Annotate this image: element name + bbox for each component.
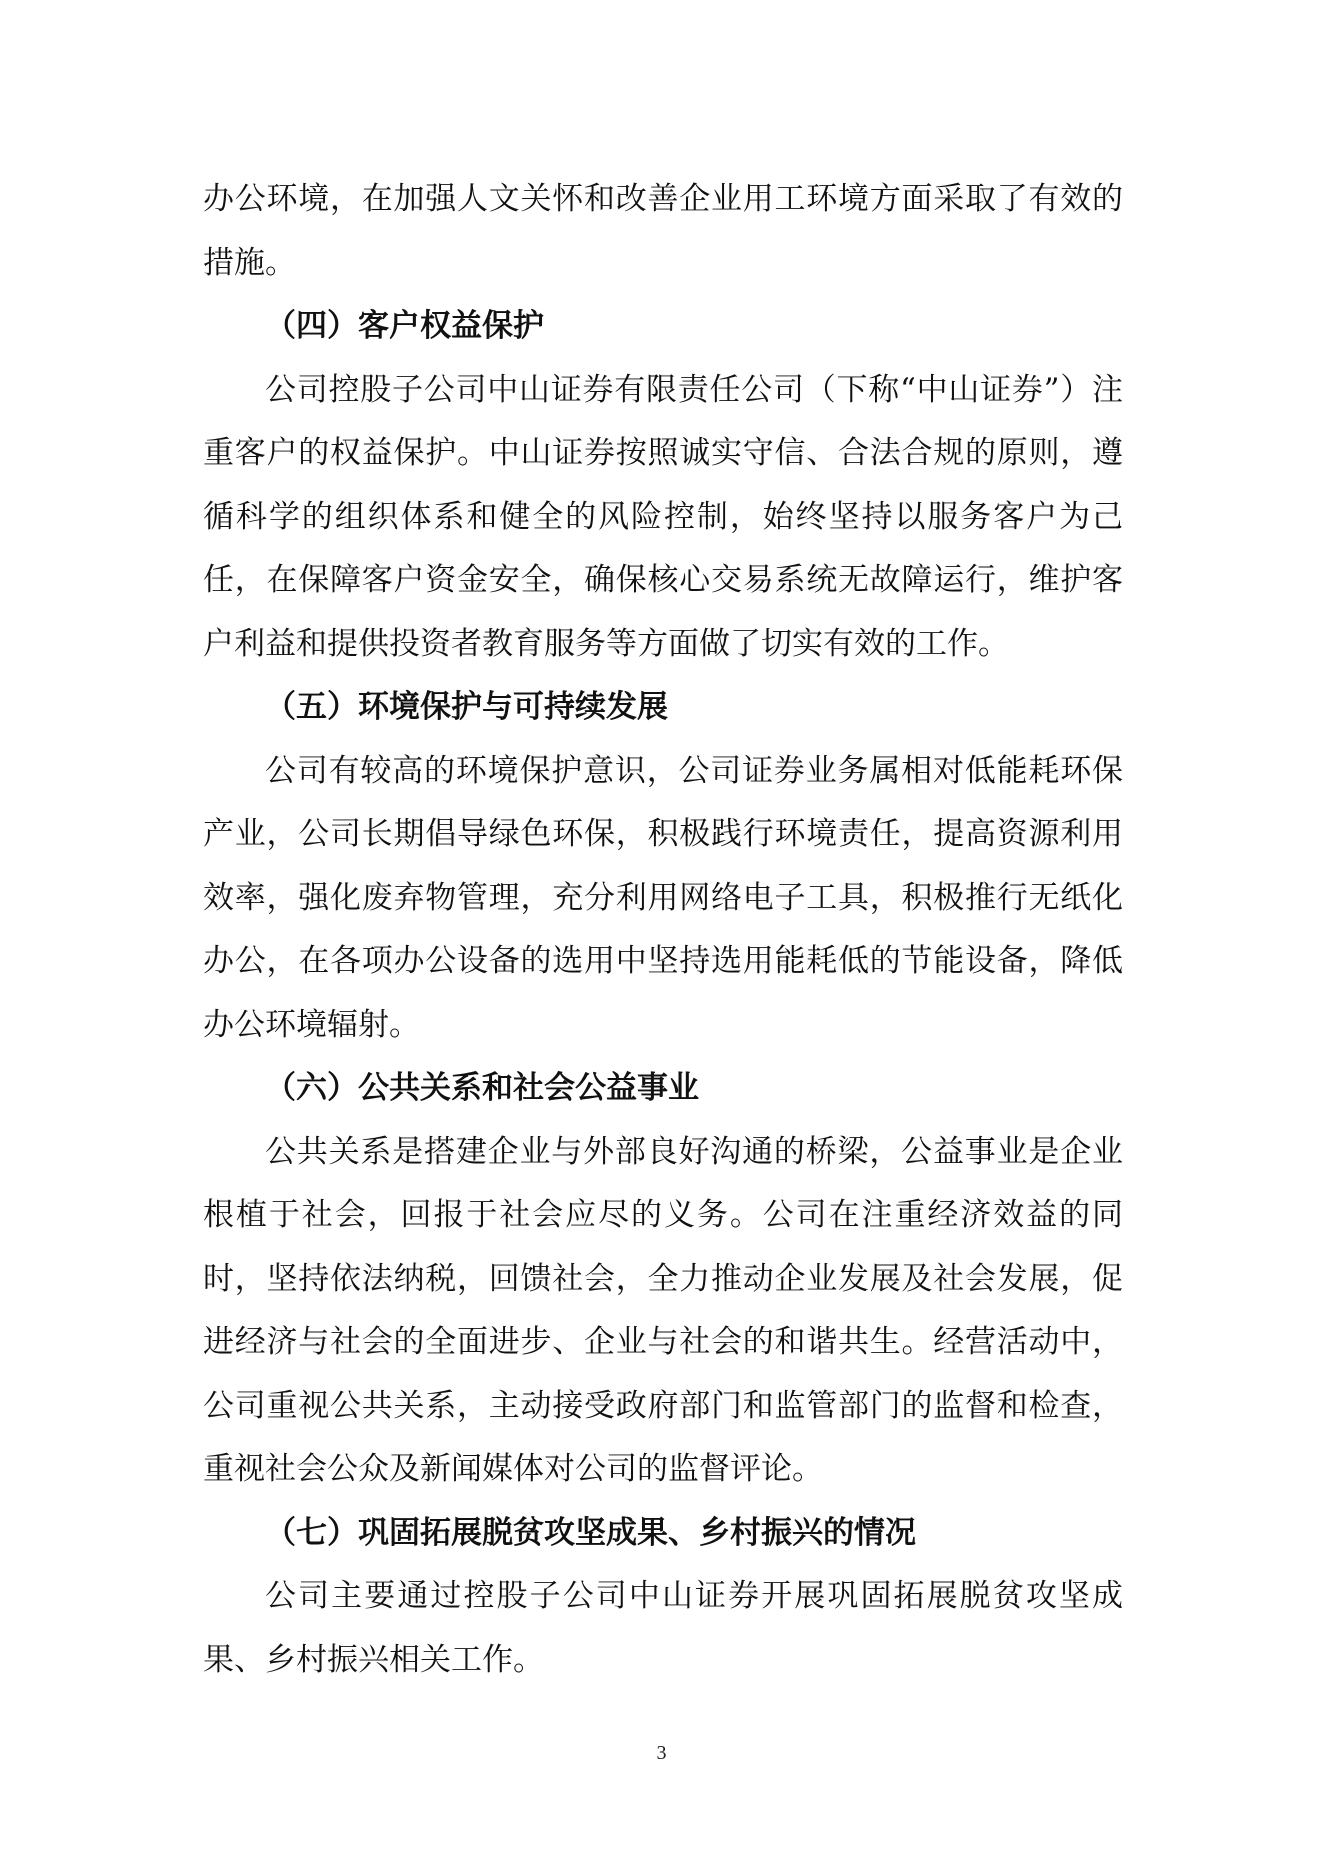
section-heading-environment: （五）环境保护与可持续发展	[265, 689, 668, 725]
section-heading-customer-rights: （四）客户权益保护	[265, 308, 544, 344]
paragraph-workplace-environment-continued: 办公环境，在加强人文关怀和改善企业用工环境方面采取了有效的措施。	[203, 181, 1123, 281]
paragraph-customer-rights: 公司控股子公司中山证券有限责任公司（下称“中山证券”）注重客户的权益保护。中山证券按照诚实守信、合法合规的原则，遵循科学的组织体系和健全的风险控制，始终坚持以服务客户为己任，在保障客户资金安全，确保核心交易系统无故障运行，维护客户利益和提供投资者教育服务等方面做了切实有效的工作。	[203, 371, 1123, 662]
paragraph-public-relations: 公共关系是搭建企业与外部良好沟通的桥梁，公益事业是企业根植于社会，回报于社会应尽的义务。公司在注重经济效益的同时，坚持依法纳税，回馈社会，全力推动企业发展及社会发展，促进经济与社会的全面进步、企业与社会的和谐共生。经营活动中，公司重视公共关系，主动接受政府部门和监管部门的监督和检查，重视社会公众及新闻媒体对公司的监督评论。	[203, 1133, 1123, 1487]
section-heading-rural-revitalization: （七）巩固拓展脱贫攻坚成果、乡村振兴的情况	[265, 1514, 916, 1551]
section-heading-public-relations: （六）公共关系和社会公益事业	[265, 1070, 699, 1106]
paragraph-environment: 公司有较高的环境保护意识，公司证券业务属相对低能耗环保产业，公司长期倡导绿色环保，积极践行环境责任，提高资源利用效率，强化废弃物管理，充分利用网络电子工具，积极推行无纸化办公，在各项办公设备的选用中坚持选用能耗低的节能设备，降低办公环境辐射。	[203, 752, 1123, 1043]
document-body	[203, 168, 1123, 1692]
paragraph-rural-revitalization: 公司主要通过控股子公司中山证券开展巩固拓展脱贫攻坚成果、乡村振兴相关工作。	[203, 1578, 1123, 1678]
page-number: 3	[656, 1742, 667, 1764]
